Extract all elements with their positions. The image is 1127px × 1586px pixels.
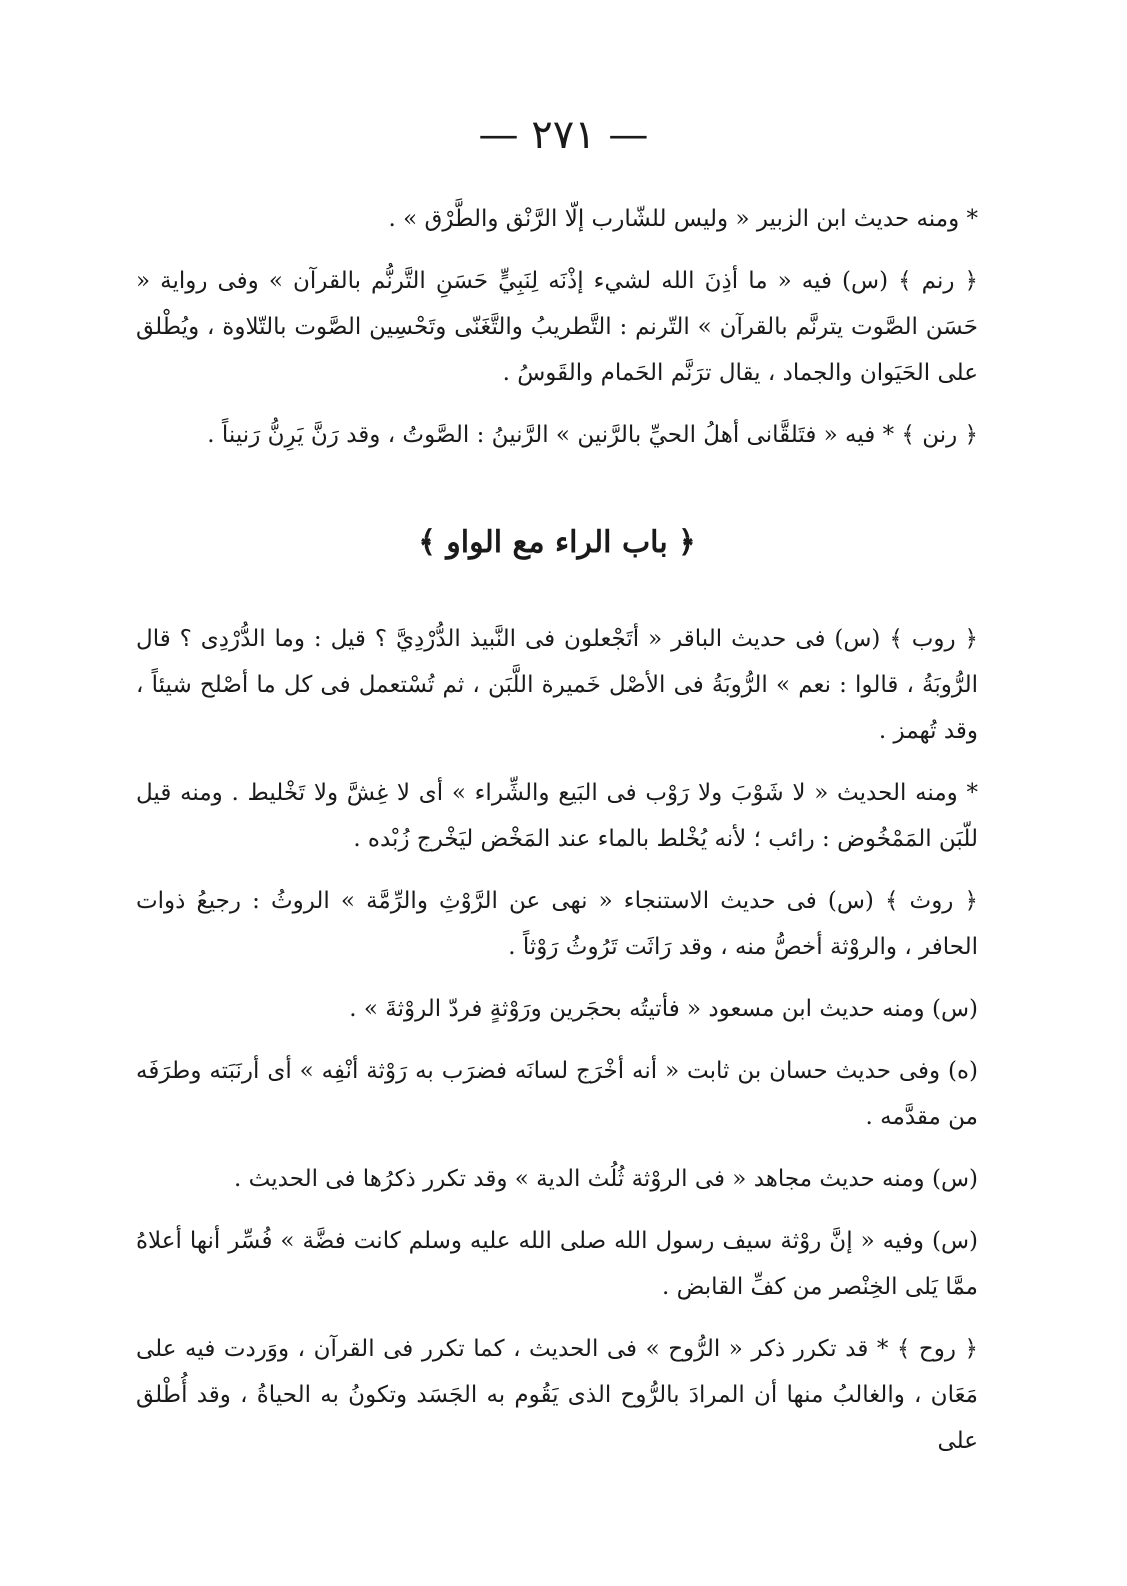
entry-ranam: ﴿ رنم ﴾ (س) فيه « ما أذِنَ الله لشيء إذْنَه لِنَبِيٍّ حَسَنِ التَّرنُّم بالقرآن » وفى رواية « حَسَن الصَّوت يترنَّم بالقرآن » التّرنم : التَّطريبُ والتَّغَنّى وتَحْسِين الصَّوت بالتّلاوة ، ويُطْلق على الحَيَوان والجماد ، يقال ترَنَّم الحَمام والقَوسُ . xyxy=(136,268,978,386)
page-number: — ٢٧١ — xyxy=(478,112,649,158)
entry-rawb: ﴿ روب ﴾ (س) فى حديث الباقر « أتَجْعلون فى النَّبيذ الدُّرْدِيَّ ؟ قيل : وما الدُّرْدِى ؟ قال الرُّوبَةُ ، قالوا : نعم » الرُّوبَةُ فى الأصْل خَميرة اللَّبَن ، ثم تُسْتعمل فى كل ما أصْلح شيئاً ، وقد تُهمز . xyxy=(136,626,978,744)
entry-hassan: (ه) وفى حديث حسان بن ثابت « أنه أخْرَج لسانَه فضرَب به رَوْثة أنْفِه » أى أرنَبَته وطرَفَه من مقدَّمه . xyxy=(136,1058,978,1130)
chapter-heading: ﴿ باب الراء مع الواو ﴾ xyxy=(418,525,696,560)
entry-ibn-zubayr: * ومنه حديث ابن الزبير « وليس للشّارب إلّا الرَّنْق والطَّرْق » . xyxy=(388,206,978,232)
entry-rawth: ﴿ روث ﴾ (س) فى حديث الاستنجاء « نهى عن الرَّوْثِ والرِّمَّة » الروثُ : رجيعُ ذوات الحافر ، والروْثة أخصُّ منه ، وقد رَاثَت تَرُوثُ رَوْثاً . xyxy=(136,888,978,960)
entry-ibn-masud: (س) ومنه حديث ابن مسعود « فأتيتُه بحجَرين ورَوْثةٍ فردّ الروْثةَ » . xyxy=(349,996,978,1022)
entry-ruh: ﴿ روح ﴾ * قد تكرر ذكر « الرُّوح » فى الحديث ، كما تكرر فى القرآن ، ووَردت فيه على مَعَان ، والغالبُ منها أن المرادَ بالرُّوح الذى يَقُوم به الجَسَد وتكونُ به الحياةُ ، وقد أُطْلق على xyxy=(136,1336,978,1454)
entry-mujahid: (س) ومنه حديث مجاهد « فى الروْثة ثُلُث الدية » وقد تكرر ذكرُها فى الحديث . xyxy=(234,1166,978,1192)
page-body xyxy=(136,196,978,1480)
entry-sword: (س) وفيه « إنَّ روْثة سيف رسول الله صلى الله عليه وسلم كانت فضَّة » فُسِّر أنها أعلاهُ ممَّا يَلى الخِنْصر من كفِّ القابض . xyxy=(136,1228,978,1300)
entry-la-shawb: * ومنه الحديث « لا شَوْبَ ولا رَوْب فى البَيع والشِّراء » أى لا غِشَّ ولا تَخْليط . ومنه قيل للّبَن المَمْخُوض : رائب ؛ لأنه يُخْلط بالماء عند المَخْض ليَخْرج زُبْده . xyxy=(136,780,978,852)
entry-ranan: ﴿ رنن ﴾ * فيه « فتَلقَّانى أهلُ الحيِّ بالرَّنين » الرَّنينُ : الصَّوتُ ، وقد رَنَّ يَرِنُّ رَنيناً . xyxy=(207,422,978,448)
